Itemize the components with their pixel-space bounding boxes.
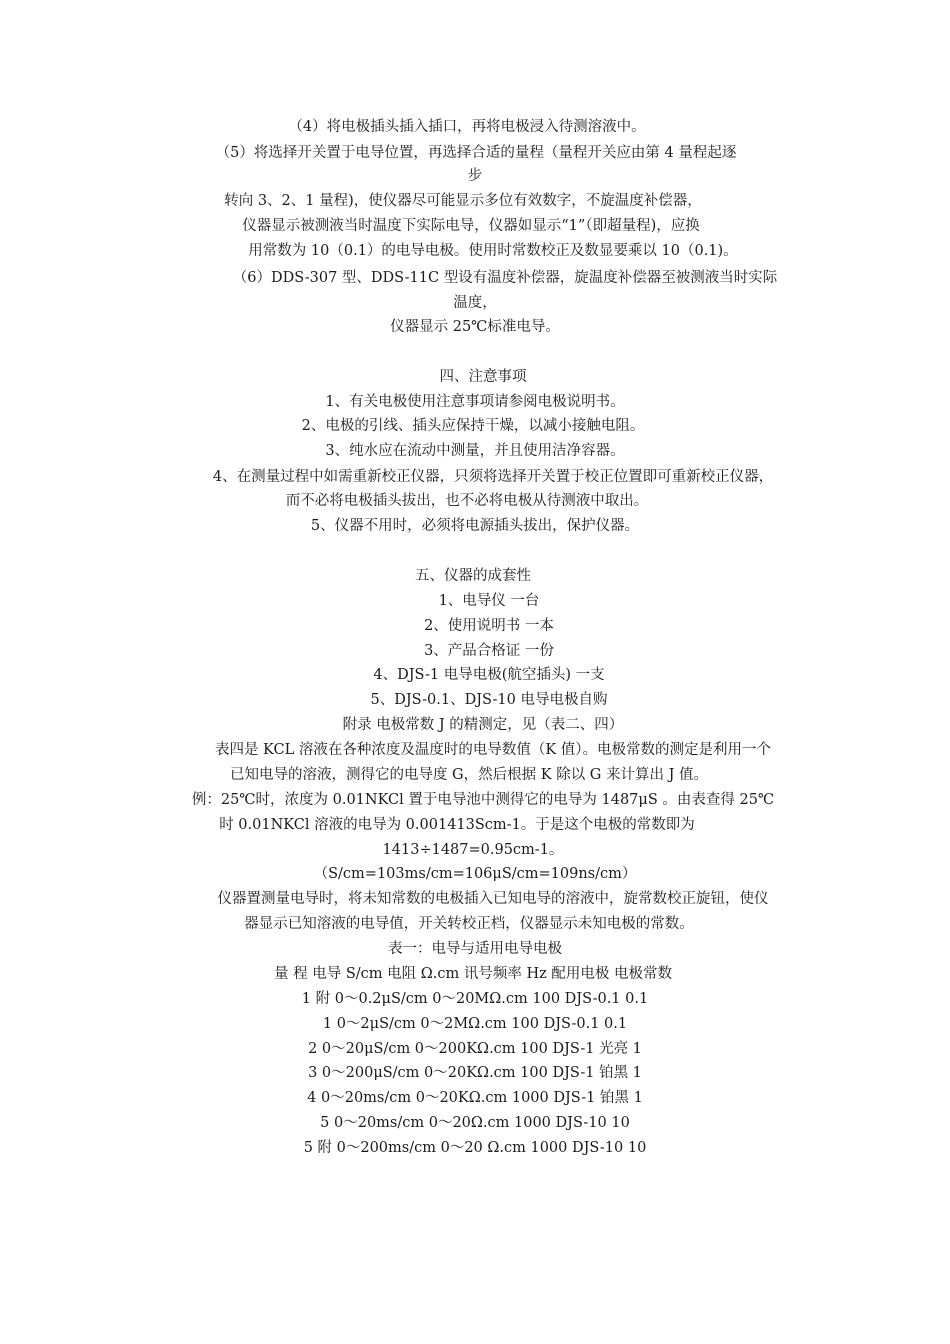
table-row: 1 0～2μS/cm 0～2MΩ.cm 100 DJS-0.1 0.1 bbox=[322, 1016, 628, 1032]
step6-text-line1: （6）DDS-307 型、DDS-11C 型设有温度补偿器，旋温度补偿器至被测液当时实际 bbox=[232, 270, 778, 286]
appendix-units-line: （S/cm=103ms/cm=106μS/cm=109ns/cm） bbox=[313, 866, 637, 882]
kit-item-1: 1、电导仪 一台 bbox=[438, 593, 540, 609]
step6-text-line3: 仪器显示 25℃标准电导。 bbox=[390, 319, 560, 335]
notes-item-1: 1、有关电极使用注意事项请参阅电极说明书。 bbox=[325, 394, 625, 410]
table1-caption: 表一：电导与适用电导电极 bbox=[388, 941, 562, 957]
appendix-para1-line2: 已知电导的溶液，测得它的电导度 G，然后根据 K 除以 G 来计算出 J 值。 bbox=[229, 767, 709, 783]
notes-heading: 四、注意事项 bbox=[439, 369, 527, 385]
appendix-para2-line1: 仪器置测量电导时，将未知常数的电极插入已知电导的溶液中，旋常数校正旋钮，使仪 bbox=[217, 891, 769, 907]
table-row: 2 0～20μS/cm 0～200KΩ.cm 100 DJS-1 光亮 1 bbox=[308, 1041, 642, 1057]
appendix-para1-line1: 表四是 KCL 溶液在各种浓度及温度时的电导数值（K 值）。电极常数的测定是利用一个 bbox=[214, 742, 772, 758]
table-row: 3 0～200μS/cm 0～20KΩ.cm 100 DJS-1 铂黑 1 bbox=[308, 1065, 642, 1081]
step5-text-line5: 用常数为 10（0.1）的电导电极。使用时常数校正及数显要乘以 10（0.1)。 bbox=[248, 243, 738, 259]
notes-item-4-line1: 4、在测量过程中如需重新校正仪器，只须将选择开关置于校正位置即可重新校正仪器， bbox=[212, 469, 774, 485]
notes-item-4-line2: 而不必将电极插头拔出，也不必将电极从待测液中取出。 bbox=[285, 493, 649, 509]
kit-item-2: 2、使用说明书 一本 bbox=[424, 618, 554, 634]
notes-item-3: 3、纯水应在流动中测量，并且使用洁净容器。 bbox=[325, 443, 625, 459]
table-row: 1 附 0～0.2μS/cm 0～20MΩ.cm 100 DJS-0.1 0.1 bbox=[301, 991, 649, 1007]
table-row: 5 0～20ms/cm 0～20Ω.cm 1000 DJS-10 10 bbox=[320, 1115, 630, 1131]
step6-text-line2: 温度， bbox=[453, 295, 497, 311]
kit-heading: 五、仪器的成套性 bbox=[415, 568, 531, 584]
step5-text-line1: （5）将选择开关置于电导位置，再选择合适的量程（量程开关应由第 4 量程起逐 bbox=[215, 145, 737, 161]
appendix-para2-line2: 器显示已知溶液的电导值，开关转校正档，仪器显示未知电极的常数。 bbox=[244, 916, 694, 932]
kit-item-3: 3、产品合格证 一份 bbox=[424, 643, 554, 659]
step5-text-line3: 转向 3、2、1 量程)，使仪器尽可能显示多位有效数字，不旋温度补偿器， bbox=[224, 193, 702, 209]
appendix-heading: 附录 电极常数 J 的精测定，见（表二、四） bbox=[342, 717, 624, 733]
step5-text-line2: 步 bbox=[467, 168, 483, 184]
appendix-example-line3: 1413÷1487=0.95cm-1。 bbox=[382, 842, 564, 858]
notes-item-5: 5、仪器不用时，必须将电源插头拔出，保护仪器。 bbox=[310, 518, 640, 534]
step4-text: （4）将电极插头插入插口，再将电极浸入待测溶液中。 bbox=[288, 119, 646, 135]
appendix-example-line2: 时 0.01NKCl 溶液的电导为 0.001413Scm-1。于是这个电极的常数即为 bbox=[219, 817, 695, 833]
kit-item-4: 4、DJS-1 电导电极(航空插头) 一支 bbox=[373, 667, 605, 683]
appendix-example-line1: 例：25℃时，浓度为 0.01NKCl 置于电导池中测得它的电导为 1487μS 。由表查得 25℃ bbox=[191, 792, 775, 808]
kit-item-5: 5、DJS-0.1、DJS-10 电导电极自购 bbox=[370, 692, 608, 708]
step5-text-line4: 仪器显示被测液当时温度下实际电导，仪器如显示“1”（即超量程)，应换 bbox=[242, 218, 700, 234]
table1-header: 量 程 电导 S/cm 电阻 Ω.cm 讯号频率 Hz 配用电极 电极常数 bbox=[274, 966, 672, 982]
notes-item-2: 2、电极的引线、插头应保持干燥，以减小接触电阻。 bbox=[301, 418, 645, 434]
table-row: 5 附 0～200ms/cm 0～20 Ω.cm 1000 DJS-10 10 bbox=[303, 1140, 647, 1156]
table-row: 4 0～20ms/cm 0～20KΩ.cm 1000 DJS-1 铂黑 1 bbox=[307, 1090, 643, 1106]
